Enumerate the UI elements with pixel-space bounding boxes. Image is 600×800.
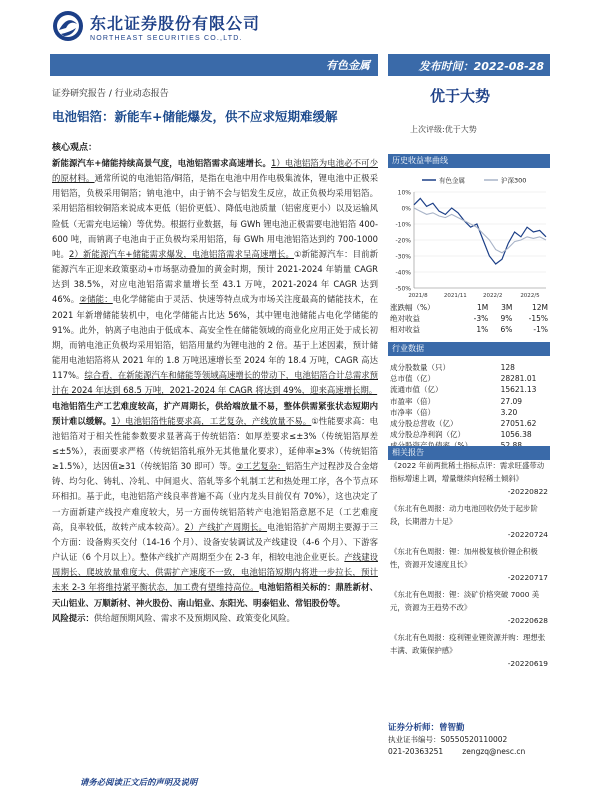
text-run: 通常所说的电池铝箔/铜箔，是指在电池中用作电极集流体，锂电池中正极采用铝箔，负极采用铜箔；钠电池中，由于钠不会与铝发生反应，故正负极均采用铝箔。采用铝箔相较铜箔来说成本更低（铝价更低）、降低电池质量（铝密度更小）以及运输风险低（无需充电运输）等优势。根据行业数据，每 GWh 锂电池正极需要电池铝箔 400-600 吨，而钠离子电池由于正负极均采用铝箔，每 GWh 用电池铝箔达到约 700-1000 吨。	[52, 173, 378, 259]
industry-data-value: 27051.62	[500, 419, 537, 429]
perf-cell: 9%	[500, 314, 513, 323]
text-run: 风险提示：	[52, 612, 94, 623]
industry-data-value: 128	[500, 363, 515, 373]
related-reports-list	[388, 460, 550, 675]
related-report-title[interactable]: 《2022 年前两批稀土指标点评：需求旺盛带动指标增速上调，增量继续向轻稀土倾斜》	[390, 461, 545, 483]
performance-row	[388, 324, 550, 335]
performance-table	[388, 302, 550, 335]
analyst-cert: 执业证书编号：S0550520110002	[388, 735, 508, 744]
related-reports-header: 相关报告	[388, 446, 550, 460]
industry-data-label: 市净率（倍）	[390, 407, 435, 417]
industry-data-header: 行业数据	[388, 342, 550, 356]
related-report-item[interactable]	[388, 503, 550, 541]
x-tick-label: 2021/11	[443, 293, 467, 299]
related-report-date: -20220628	[507, 616, 548, 625]
text-run: 电池铝箔扩产周期主要源于三个方面：设备购买交付（14-16 个月）、设备安装调试及产线建设（4-6 个月）、下游客户认证（6 个月以上）。整体产线扩产周期至少在 2-3 年，相较电池企业更长。	[52, 521, 379, 563]
industry-data-value: 27.09	[500, 396, 523, 406]
analyst-phone: 021-20363251	[388, 747, 444, 756]
industry-data-label: 流通市值（亿）	[390, 385, 443, 395]
industry-data-row	[388, 384, 550, 395]
industry-data-label: 成分股总营收（亿）	[390, 419, 458, 429]
perf-cell: -3%	[473, 314, 489, 323]
industry-data-row	[388, 396, 550, 407]
performance-header-row	[388, 302, 550, 313]
history-return-chart	[388, 170, 550, 302]
legend-label: 有色金属	[439, 176, 465, 185]
industry-data-row	[388, 429, 550, 440]
report-title: 电池铝箔：新能车+储能爆发，供不应求短期难缓解	[52, 109, 338, 124]
industry-data-value: 1056.38	[500, 430, 532, 440]
analyst-name: 曾智勤	[439, 723, 465, 733]
logo-icon	[52, 10, 84, 42]
related-report-item[interactable]	[388, 632, 550, 670]
related-report-title[interactable]: 《东北有色周报：疫利锂业锂资源并购：理想张丰满、政策保护感》	[390, 633, 546, 655]
x-tick-label: 2022/5	[520, 293, 540, 299]
paragraph-risk	[52, 611, 378, 626]
related-report-date: -20220619	[507, 659, 548, 668]
y-tick-label: -40%	[395, 269, 411, 277]
industry-data-row	[388, 373, 550, 384]
sector-label: 有色金属	[326, 59, 370, 72]
industry-data-row	[388, 407, 550, 418]
text-run: ②工艺复杂：	[235, 461, 286, 472]
text-run: 2）产线扩产周期长。	[184, 521, 268, 532]
y-tick-label: -50%	[395, 285, 411, 293]
perf-header: 1M	[476, 303, 489, 312]
text-run: ①新能源汽车：目前新能源汽车正迎来政策驱动+市场驱动叠加的黄金时期，预计 2021-2024 年销量 CAGR 达到 38.5%，对应电池铝箔需求量增长至 43.1 万吨，2021-2024 年 CAGR 达到 46%。	[52, 248, 378, 305]
core-view-label: 核心观点：	[52, 143, 98, 153]
perf-header: 12M	[531, 303, 548, 312]
analyst-email[interactable]: zengzq@nesc.cn	[462, 747, 526, 756]
text-run: 1）电池铝箔性能要求高，工艺复杂，产线放量不易。	[111, 415, 312, 426]
perf-header: 涨跌幅（%）	[390, 303, 435, 312]
related-report-title[interactable]: 《东北有色周报：锂：加州极复核价锂企积极性，资源开发速度且长》	[390, 547, 538, 569]
report-body	[52, 156, 378, 626]
previous-rating: 上次评级:优于大势	[410, 125, 477, 134]
paragraph-supply	[52, 399, 378, 611]
perf-cell: 1%	[476, 325, 489, 334]
doc-type: 证券研究报告 / 行业动态报告	[52, 89, 169, 99]
company-name-cn: 东北证券股份有限公司	[90, 13, 261, 33]
text-run: 综合看，在新能源汽车和储能等领域高速增长的带动下，电池铝箔合计总需求预计在 2024 年达到 68.5 万吨，2021-2024 年 CAGR 将达到 49%，迎来高速增长期。	[52, 370, 378, 396]
y-tick-label: 0%	[401, 205, 411, 213]
rating: 优于大势	[430, 87, 491, 105]
company-name-en: NORTHEAST SECURITIES CO.,LTD.	[90, 34, 243, 42]
text-run: 铝箔生产过程涉及合金熔铸、均匀化、铸轧、冷轧、中间退火、箔轧等多个轧制工艺和热处理工序，各个节点环环相扣。基于此，电池铝箔产线良率普遍不高（业内龙头目前仅有 70%），这也决定了一方面新建产线投产难度较大，另一方面传统铝箔转产电池铝箔意愿不足（工艺难度高，良率较低，故转产成本较高）。	[52, 461, 378, 532]
x-tick-label: 2022/2	[482, 293, 503, 299]
y-tick-label: -20%	[395, 237, 411, 245]
industry-data-label: 成分股总净利润（亿）	[390, 430, 465, 440]
related-report-date: -20220724	[507, 530, 548, 539]
related-report-date: -20220822	[507, 487, 548, 496]
y-tick-label: -10%	[395, 221, 411, 229]
text-run: ②储能：	[79, 294, 113, 305]
text-run: 电化学储能由于灵活、快速等特点成为市场关注度最高的储能技术，在 2021 年新增储能装机中，电化学储能占比达 56%，其中锂电池储能占电化学储能的 91%。此外，钠离子电池由于低成本、高安全性在储能领域的商业化应用正处于成长初期，而钠电池正负极均采用铝箔，铝箔用量约为锂电池的 2 倍。基于上述因素，预计储能用电池铝箔将从 2021 年的 1.8 万吨迅速增长至 2024 年的 18.4 万吨，CAGR 高达 117%。	[52, 294, 379, 381]
text-run: 电池铝箔相关标的：鼎胜新材、天山铝业、万顺新材、神火股份、南山铝业、东阳光、明泰铝业、常铝股份等。	[52, 582, 378, 608]
text-run: 供给超预期风险、需求不及预期风险、政策变化风险。	[93, 612, 295, 623]
text-run: ①性能要求高：电池铝箔对于相关性能参数要求显著高于传统铝箔：如厚差要求≤±3%（传统铝箔厚差≤±5%），表面要求严格（传统铝箔轧痕外无其他量化要求），延伸率≥3%（传统铝箔≥1.5%），达因值≥31（传统铝箔 30 即可）等。	[52, 415, 379, 472]
analyst-label: 证券分析师：	[388, 723, 440, 733]
text-run: 产线建设周期长、爬坡放量难度大、供需扩产速度不一致，电池铝箔短期内将进一步拉长，预计未来 2-3 年将维持紧平衡状态，加工费有望维持高位。	[52, 552, 379, 593]
paragraph-demand	[52, 156, 378, 399]
industry-data-value: 28281.01	[500, 374, 537, 384]
related-report-item[interactable]	[388, 589, 550, 627]
text-run: 新能源汽车+储能持续高景气度，电池铝箔需求高速增长。	[52, 158, 271, 168]
industry-data-value: 15621.13	[500, 385, 537, 395]
perf-cell: 相对收益	[390, 325, 420, 334]
y-tick-label: 10%	[397, 189, 411, 197]
x-tick-label: 2021/8	[408, 293, 428, 299]
history-chart-header: 历史收益率曲线	[388, 154, 550, 168]
related-report-item[interactable]	[388, 546, 550, 584]
perf-cell: 6%	[500, 325, 513, 334]
legend-label: 沪深300	[501, 176, 527, 185]
text-run: 电池铝箔生产工艺难度较高，扩产周期长，供给端放量不易，整体供需紧张状态短期内预计难以缓解。	[52, 400, 378, 426]
sector-banner	[50, 54, 378, 76]
industry-data-table	[388, 362, 550, 452]
footer-disclaimer: 请务必阅读正文后的声明及说明	[80, 777, 198, 787]
text-run: 1）电池铝箔为电池必不可少的原材料。	[52, 158, 379, 184]
series-line-1	[414, 208, 546, 253]
industry-data-value: 3.20	[500, 407, 518, 417]
perf-cell: 绝对收益	[390, 314, 420, 323]
industry-data-label: 总市值（亿）	[390, 374, 435, 384]
related-report-title[interactable]: 《东北有色周报：动力电池回收仍处于起步阶段，长期潜力十足》	[390, 504, 538, 526]
industry-data-label: 市盈率（倍）	[390, 396, 435, 406]
perf-header: 3M	[501, 303, 513, 312]
publish-date: 发布时间：2022-08-28	[388, 54, 550, 76]
analyst-info	[388, 722, 550, 758]
related-report-item[interactable]	[388, 460, 550, 498]
performance-row	[388, 313, 550, 324]
y-tick-label: -30%	[395, 253, 411, 261]
related-report-title[interactable]: 《东北有色周报：锂：淡矿价格突破 7000 美元，资源为王趋势不改》	[390, 590, 540, 612]
industry-data-row	[388, 418, 550, 429]
industry-data-row	[388, 362, 550, 373]
perf-cell: -15%	[528, 314, 548, 323]
text-run: 2）新能源汽车+储能需求爆发，电池铝箔需求呈高速增长。	[69, 248, 295, 259]
industry-data-label: 成分股数量（只）	[390, 363, 450, 373]
related-report-date: -20220717	[507, 573, 548, 582]
perf-cell: -1%	[533, 325, 548, 334]
company-logo	[52, 10, 260, 42]
